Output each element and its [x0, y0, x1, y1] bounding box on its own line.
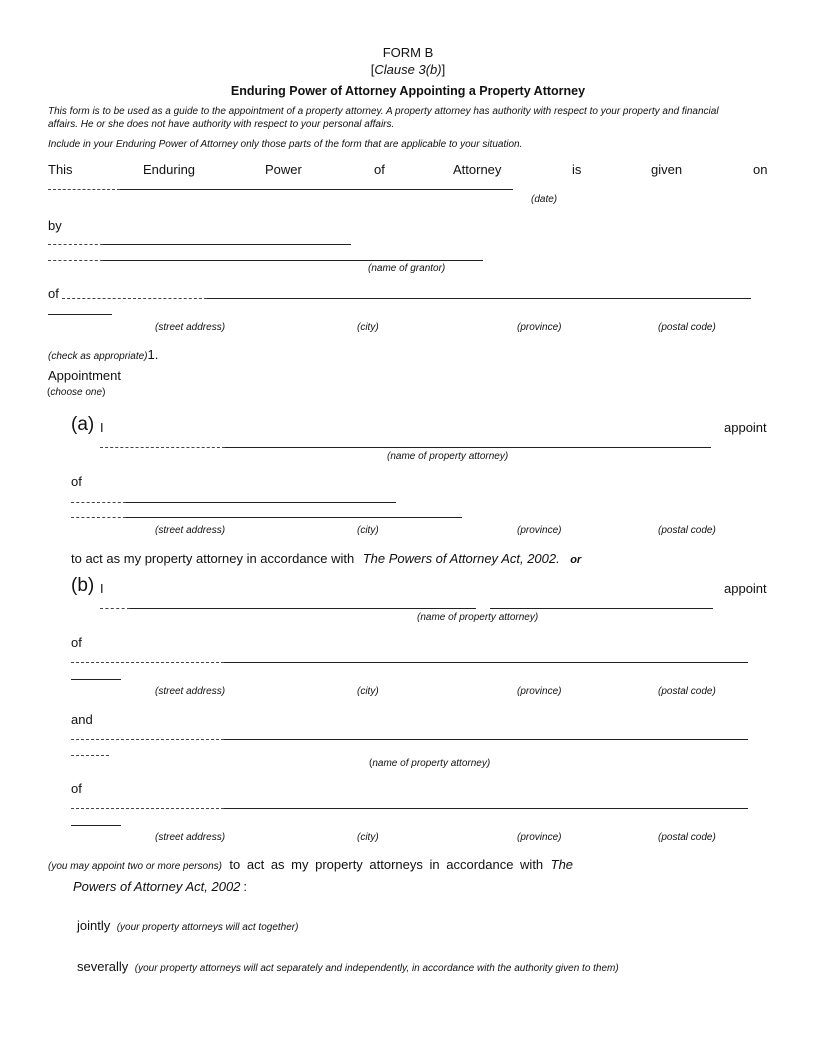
- multi-act-colon: :: [243, 879, 248, 894]
- clause-text: Clause 3(b): [374, 62, 442, 77]
- option-a-marker: (a): [71, 414, 95, 435]
- jointly-option[interactable]: [77, 917, 298, 935]
- multi-text: to act as my property attorneys in accordance with: [229, 857, 544, 872]
- option-a-city-caption: (city): [357, 525, 379, 536]
- option-b-address-blank-2[interactable]: [224, 808, 748, 809]
- form-header: [0, 45, 816, 60]
- grantor-of-label: of: [48, 286, 59, 301]
- option-b-postal-caption-2: (postal code): [658, 832, 716, 843]
- option-b-address-dash-2: [71, 808, 224, 809]
- grantor-address-blank-2[interactable]: [48, 314, 112, 315]
- form-heading: Enduring Power of Attorney Appointing a Property Attorney: [230, 84, 586, 98]
- option-b-marker: (b): [71, 575, 95, 596]
- intro-line-1: This form is to be used as a guide to the appointment of a property attorney. A property attorney has authority with respect to your property and financial: [48, 106, 719, 117]
- form-title: FORM B: [382, 45, 434, 60]
- option-a-postal-caption: (postal code): [658, 525, 716, 536]
- option-b-address-dash-1: [71, 662, 224, 663]
- appointment-title: Appointment: [48, 368, 121, 383]
- option-a-i: I: [100, 420, 104, 435]
- intro-line-2: affairs. He or she does not have authority with respect to your personal affairs.: [48, 119, 395, 130]
- option-a-address-dash-2: [71, 517, 126, 518]
- option-b-province-caption-2: (province): [517, 832, 562, 843]
- option-a-of-label: of: [71, 474, 82, 489]
- option-a-province-caption: (province): [517, 525, 562, 536]
- severally-note: (your property attorneys will act separately and independently, in accordance with the authority given to them): [134, 963, 619, 974]
- date-blank-dash: [48, 189, 120, 190]
- grantor-blank-2[interactable]: [103, 260, 483, 261]
- multi-act-the: The: [550, 857, 574, 872]
- option-b-name2-paren: (: [369, 758, 373, 769]
- given-word-of: of: [374, 162, 385, 177]
- intro-line-3: Include in your Enduring Power of Attorney only those parts of the form that are applicable to your situation.: [48, 139, 523, 150]
- grantor-blank-2-dash: [48, 260, 103, 261]
- option-b-name2-dash: [71, 739, 224, 740]
- option-b-address-blank-1b[interactable]: [71, 679, 121, 680]
- multi-attorney-line: [48, 856, 573, 874]
- option-b-name-caption: (name of property attorney): [417, 612, 539, 623]
- option-b-name-blank-2[interactable]: [490, 608, 713, 609]
- option-a-street-caption: (street address): [155, 525, 226, 536]
- multi-note: (you may appoint two or more persons): [48, 861, 222, 872]
- choose-paren-open: (: [47, 387, 51, 398]
- grantor-blank-1[interactable]: [103, 244, 351, 245]
- grantor-street-caption: (street address): [155, 322, 226, 333]
- jointly-note: (your property attorneys will act together): [116, 922, 299, 933]
- grantor-caption: (name of grantor): [368, 263, 446, 274]
- severally-label: severally: [77, 959, 129, 974]
- check-line: [48, 346, 158, 364]
- option-b-name2-caption-text: name of property attorney): [372, 758, 491, 769]
- grantor-address-blank[interactable]: [207, 298, 751, 299]
- grantor-postal-caption: (postal code): [658, 322, 716, 333]
- clause-reference: [0, 62, 816, 77]
- given-word-attorney: Attorney: [453, 162, 502, 177]
- given-word-power: Power: [265, 162, 302, 177]
- option-b-postal-caption-1: (postal code): [658, 686, 716, 697]
- option-a-address-blank-2[interactable]: [126, 517, 462, 518]
- option-b-name2-caption: [369, 758, 490, 769]
- option-a-act-line: [71, 550, 581, 568]
- grantor-city-caption: (city): [357, 322, 379, 333]
- option-a-or: or: [570, 554, 582, 566]
- option-a-name-caption: (name of property attorney): [387, 451, 509, 462]
- option-b-name-blank-1[interactable]: [130, 608, 476, 609]
- given-word-given: given: [651, 162, 683, 177]
- given-word-this: This: [48, 162, 73, 177]
- section-number: 1.: [147, 347, 159, 362]
- choose-text: choose one: [50, 387, 103, 398]
- option-a-name-dash: [100, 447, 225, 448]
- clause-bracket-open: [: [370, 62, 375, 77]
- option-b-and-label: and: [71, 712, 93, 727]
- option-b-city-caption-2: (city): [357, 832, 379, 843]
- option-a-address-blank-1[interactable]: [126, 502, 396, 503]
- by-label: by: [48, 218, 62, 233]
- date-caption: (date): [531, 194, 558, 205]
- option-b-street-caption-2: (street address): [155, 832, 226, 843]
- option-b-name2-blank-2[interactable]: [71, 755, 109, 756]
- option-b-of-label-1: of: [71, 635, 82, 650]
- option-a-act-text: to act as my property attorney in accordance with: [71, 551, 355, 566]
- option-b-address-blank-2b[interactable]: [71, 825, 121, 826]
- option-a-appoint: appoint: [724, 420, 767, 435]
- option-a-act-name: The Powers of Attorney Act, 2002.: [362, 551, 560, 566]
- clause-bracket-close: ]: [441, 62, 446, 77]
- grantor-blank-1-dash: [48, 244, 103, 245]
- option-b-of-label-2: of: [71, 781, 82, 796]
- check-note: (check as appropriate): [48, 351, 148, 362]
- option-b-name-dash: [100, 608, 130, 609]
- grantor-province-caption: (province): [517, 322, 562, 333]
- option-a-address-dash-1: [71, 502, 126, 503]
- given-word-is: is: [572, 162, 582, 177]
- option-b-appoint: appoint: [724, 581, 767, 596]
- given-word-enduring: Enduring: [143, 162, 196, 177]
- option-b-street-caption-1: (street address): [155, 686, 226, 697]
- option-b-i: I: [100, 581, 104, 596]
- grantor-address-dash: [62, 298, 207, 299]
- choose-paren-close: ): [102, 387, 106, 398]
- option-b-province-caption-1: (province): [517, 686, 562, 697]
- multi-act-name: Powers of Attorney Act, 2002: [73, 879, 241, 894]
- severally-option[interactable]: [77, 958, 619, 976]
- option-b-city-caption-1: (city): [357, 686, 379, 697]
- jointly-label: jointly: [77, 918, 111, 933]
- multi-act-line-2: [73, 878, 247, 896]
- option-a-name-blank[interactable]: [225, 447, 711, 448]
- date-blank[interactable]: [120, 189, 513, 190]
- given-word-on: on: [753, 162, 768, 177]
- option-b-name2-blank[interactable]: [224, 739, 748, 740]
- option-b-address-blank-1[interactable]: [224, 662, 748, 663]
- choose-one-note: [47, 387, 105, 398]
